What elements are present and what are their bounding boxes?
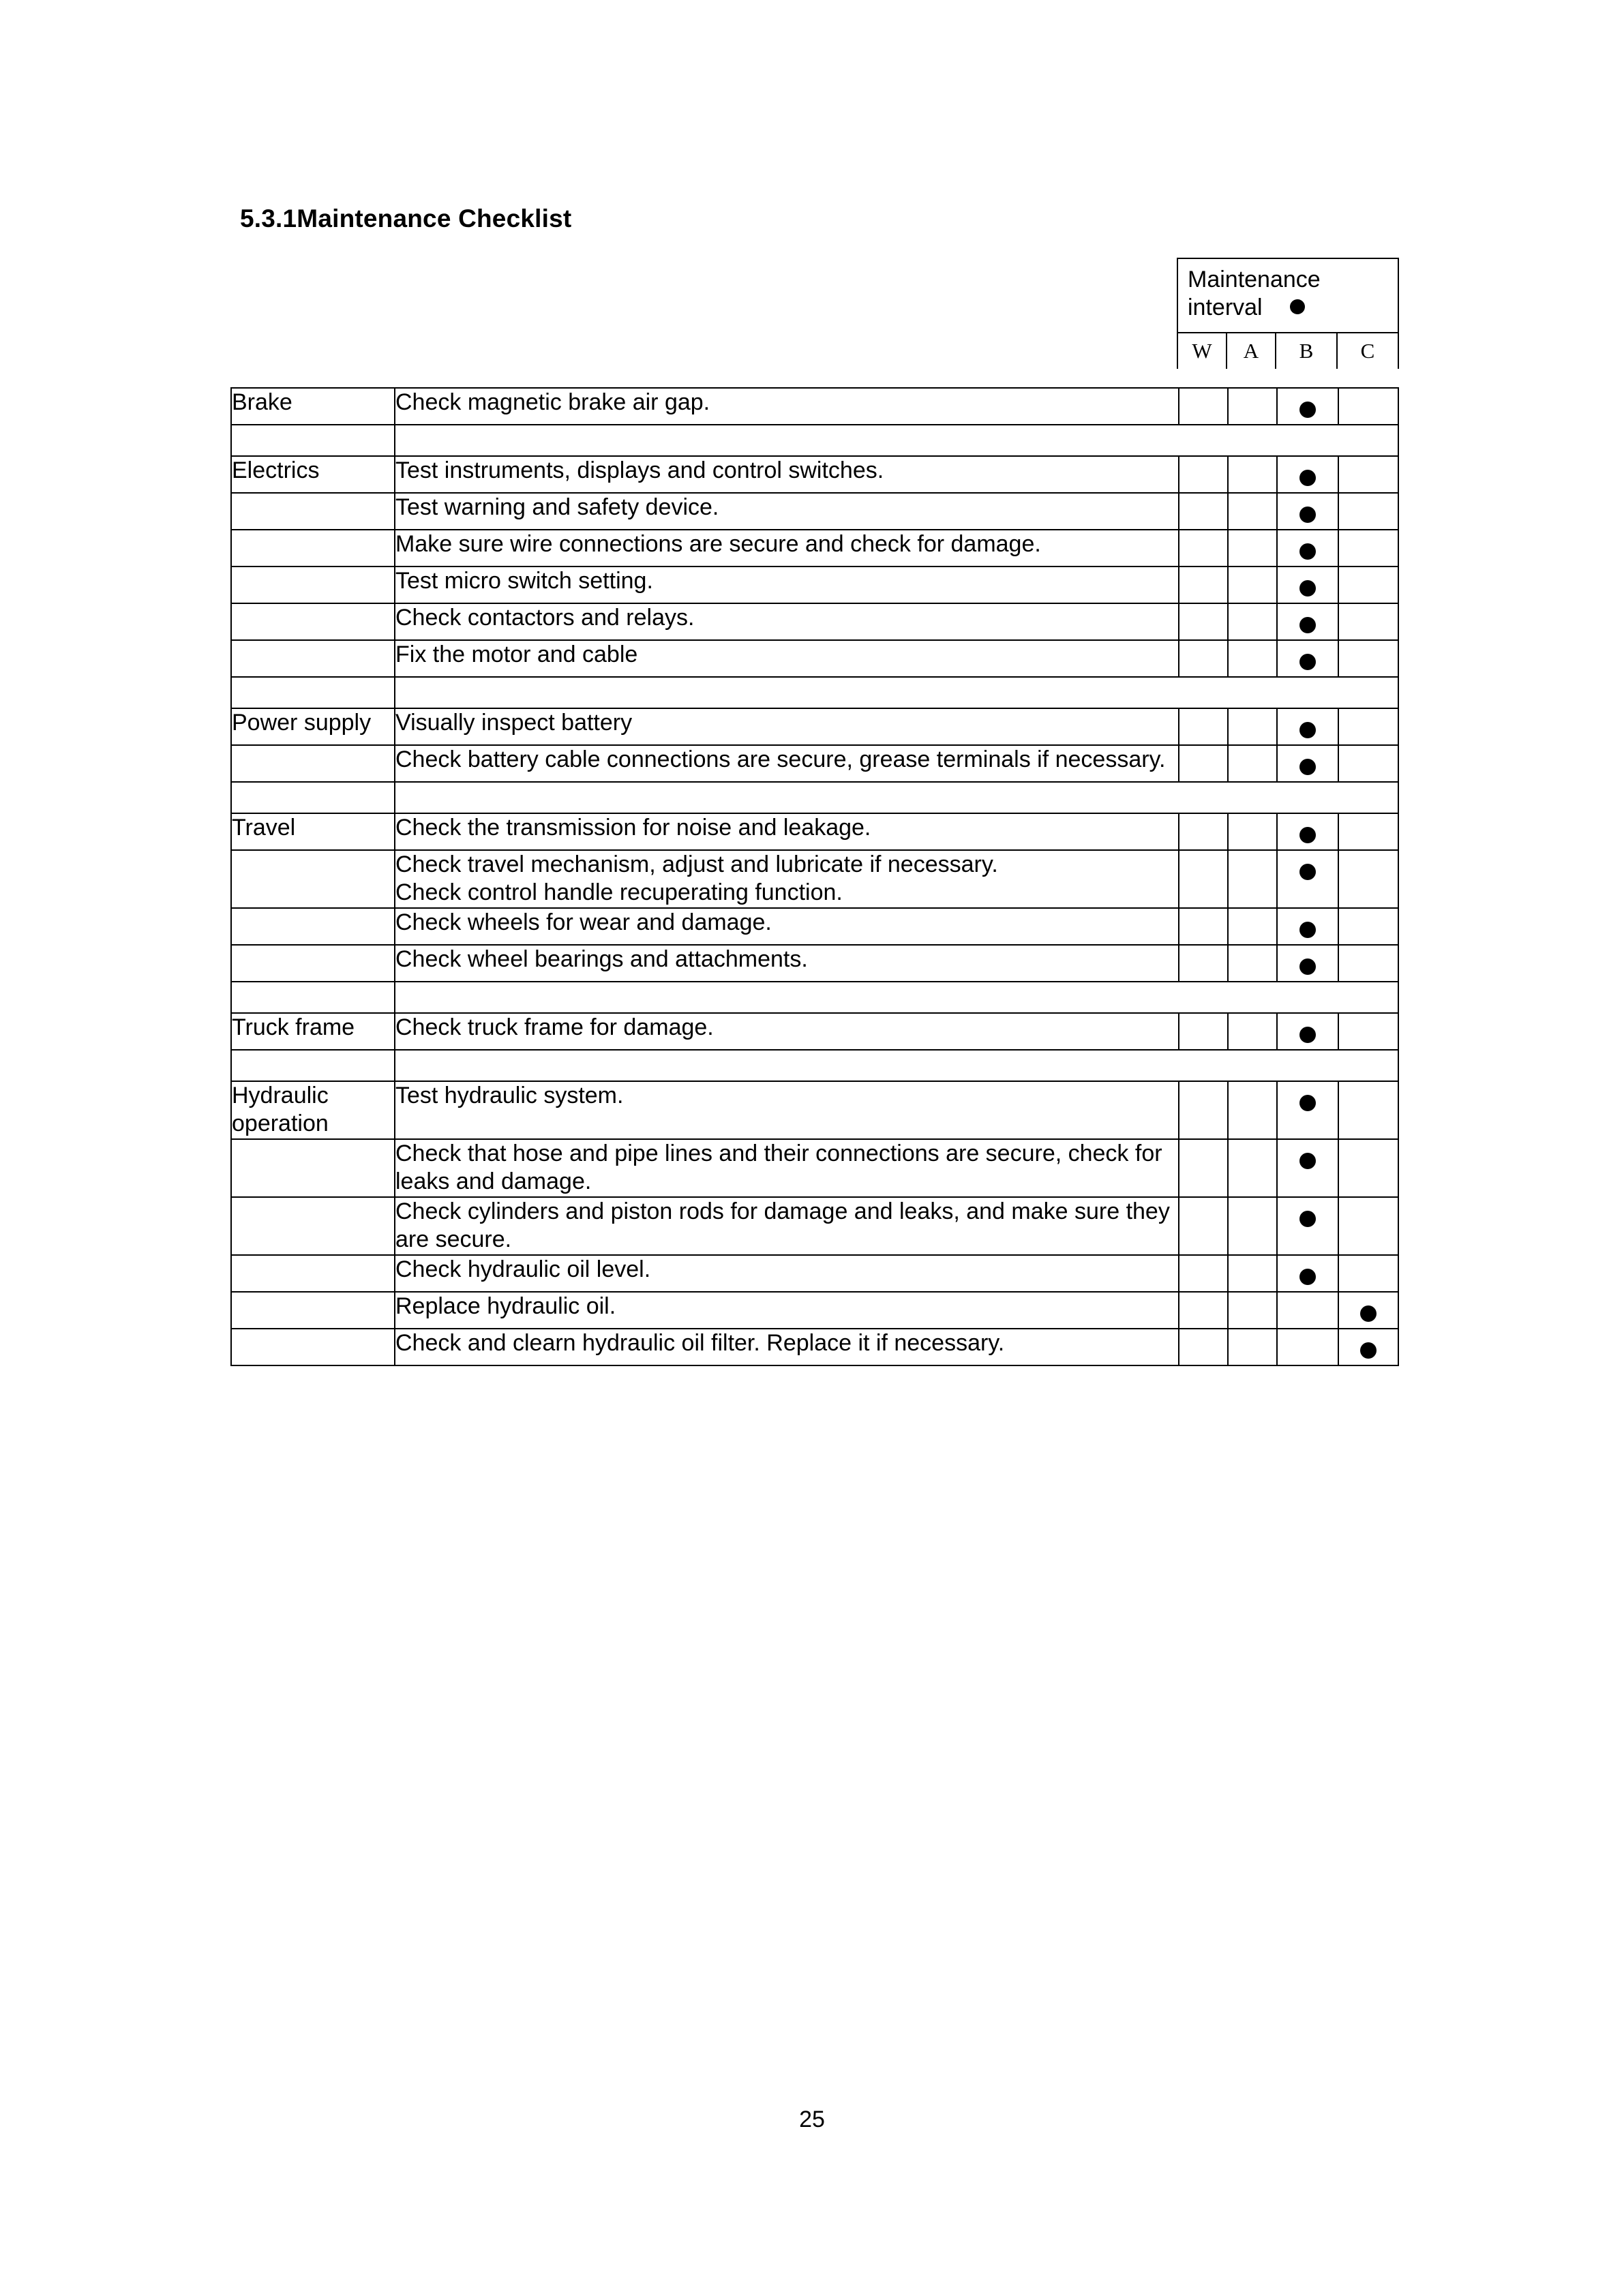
mark-cell-a [1228, 640, 1277, 677]
task-cell: Check and clearn hydraulic oil filter. Replace it if necessary. [395, 1329, 1179, 1365]
task-cell: Test instruments, displays and control switches. [395, 456, 1179, 493]
filled-circle-icon [1299, 580, 1316, 596]
mark-cell-c [1338, 1255, 1398, 1292]
mark-cell-w [1179, 745, 1228, 782]
mark-cell-b [1277, 945, 1338, 982]
filled-circle-icon [1299, 827, 1316, 843]
table-spacer-row [231, 425, 1398, 456]
mark-cell-c [1338, 850, 1398, 908]
spacer-task-cell [395, 425, 1398, 456]
maintenance-checklist-table [230, 387, 1399, 1366]
mark-cell-a [1228, 1197, 1277, 1255]
category-cell: Hydraulic operation [231, 1081, 395, 1139]
mark-cell-a [1228, 456, 1277, 493]
mark-cell-a [1228, 945, 1277, 982]
category-cell: Power supply [231, 708, 395, 745]
category-cell [231, 603, 395, 640]
mark-cell-a [1228, 908, 1277, 945]
table-row [231, 1329, 1398, 1365]
mark-cell-b [1277, 567, 1338, 603]
table-row [231, 388, 1398, 425]
filled-circle-icon [1299, 1153, 1316, 1169]
table-row [231, 1013, 1398, 1050]
mark-cell-a [1228, 530, 1277, 567]
table-row [231, 850, 1398, 908]
category-cell: Truck frame [231, 1013, 395, 1050]
table-row [231, 1197, 1398, 1255]
mark-cell-a [1228, 1329, 1277, 1365]
mark-cell-c [1338, 567, 1398, 603]
mark-cell-c [1338, 745, 1398, 782]
filled-circle-icon [1299, 1095, 1316, 1111]
mark-cell-c [1338, 708, 1398, 745]
mark-cell-a [1228, 850, 1277, 908]
spacer-task-cell [395, 677, 1398, 708]
mark-cell-b [1277, 745, 1338, 782]
mark-cell-b [1277, 908, 1338, 945]
task-cell: Check hydraulic oil level. [395, 1255, 1179, 1292]
filled-circle-icon [1299, 722, 1316, 738]
spacer-task-cell [395, 1050, 1398, 1081]
task-cell: Replace hydraulic oil. [395, 1292, 1179, 1329]
category-cell [231, 1292, 395, 1329]
task-cell: Check wheel bearings and attachments. [395, 945, 1179, 982]
task-cell: Test hydraulic system. [395, 1081, 1179, 1139]
filled-circle-icon [1299, 1027, 1316, 1043]
task-cell: Check magnetic brake air gap. [395, 388, 1179, 425]
mark-cell-b [1277, 1081, 1338, 1139]
mark-cell-w [1179, 493, 1228, 530]
mark-cell-w [1179, 1081, 1228, 1139]
table-row [231, 945, 1398, 982]
mark-cell-a [1228, 1081, 1277, 1139]
table-row [231, 1292, 1398, 1329]
mark-cell-b [1277, 388, 1338, 425]
mark-cell-a [1228, 1292, 1277, 1329]
mark-cell-w [1179, 708, 1228, 745]
filled-circle-icon [1360, 1305, 1377, 1322]
column-header-w: W [1178, 333, 1227, 369]
mark-cell-w [1179, 1255, 1228, 1292]
mark-cell-w [1179, 850, 1228, 908]
column-header-b: B [1276, 333, 1338, 369]
category-cell: Electrics [231, 456, 395, 493]
page-number: 25 [799, 2106, 825, 2132]
filled-circle-icon [1299, 402, 1316, 418]
mark-cell-w [1179, 1013, 1228, 1050]
table-row [231, 813, 1398, 850]
mark-cell-b [1277, 530, 1338, 567]
interval-title-line2: interval [1188, 294, 1263, 321]
interval-subcolumn-headers [1178, 332, 1398, 369]
filled-circle-icon [1299, 543, 1316, 560]
mark-cell-b [1277, 1013, 1338, 1050]
table-row [231, 908, 1398, 945]
filled-circle-icon [1299, 922, 1316, 938]
mark-cell-c [1338, 1292, 1398, 1329]
column-header-a: A [1227, 333, 1276, 369]
mark-cell-c [1338, 388, 1398, 425]
mark-cell-w [1179, 1292, 1228, 1329]
filled-circle-icon [1299, 864, 1316, 880]
mark-cell-w [1179, 603, 1228, 640]
mark-cell-w [1179, 640, 1228, 677]
task-cell: Fix the motor and cable [395, 640, 1179, 677]
mark-cell-b [1277, 1292, 1338, 1329]
mark-cell-b [1277, 813, 1338, 850]
mark-cell-w [1179, 388, 1228, 425]
table-row [231, 493, 1398, 530]
category-cell [231, 1329, 395, 1365]
mark-cell-a [1228, 493, 1277, 530]
task-cell: Visually inspect battery [395, 708, 1179, 745]
spacer-category-cell [231, 982, 395, 1013]
mark-cell-w [1179, 567, 1228, 603]
table-row [231, 567, 1398, 603]
category-cell [231, 850, 395, 908]
filled-circle-icon [1299, 507, 1316, 523]
category-cell [231, 1139, 395, 1197]
filled-circle-icon [1360, 1342, 1377, 1359]
mark-cell-c [1338, 813, 1398, 850]
spacer-category-cell [231, 677, 395, 708]
filled-circle-icon [1299, 470, 1316, 486]
table-row [231, 456, 1398, 493]
spacer-task-cell [395, 982, 1398, 1013]
mark-cell-a [1228, 1139, 1277, 1197]
mark-cell-b [1277, 850, 1338, 908]
task-cell: Check that hose and pipe lines and their connections are secure, check for leaks and damage. [395, 1139, 1179, 1197]
task-cell: Check truck frame for damage. [395, 1013, 1179, 1050]
mark-cell-b [1277, 1255, 1338, 1292]
mark-cell-a [1228, 567, 1277, 603]
filled-circle-icon [1299, 958, 1316, 975]
mark-cell-b [1277, 1197, 1338, 1255]
spacer-task-cell [395, 782, 1398, 813]
column-header-c: C [1360, 339, 1375, 363]
mark-cell-c [1338, 1197, 1398, 1255]
filled-circle-icon [1299, 617, 1316, 633]
table-row [231, 1081, 1398, 1139]
maintenance-interval-title [1178, 259, 1398, 332]
category-cell [231, 1197, 395, 1255]
table-row [231, 745, 1398, 782]
category-cell: Brake [231, 388, 395, 425]
mark-cell-w [1179, 813, 1228, 850]
mark-cell-c [1338, 1139, 1398, 1197]
mark-cell-a [1228, 813, 1277, 850]
mark-cell-c [1338, 1013, 1398, 1050]
table-row [231, 640, 1398, 677]
filled-circle-icon [1290, 299, 1305, 314]
mark-cell-c [1338, 493, 1398, 530]
task-cell: Make sure wire connections are secure and check for damage. [395, 530, 1179, 567]
mark-cell-b [1277, 708, 1338, 745]
task-cell: Check wheels for wear and damage. [395, 908, 1179, 945]
table-spacer-row [231, 1050, 1398, 1081]
mark-cell-w [1179, 1139, 1228, 1197]
mark-cell-c [1338, 1329, 1398, 1365]
mark-cell-c [1338, 640, 1398, 677]
filled-circle-icon [1299, 1269, 1316, 1285]
category-cell [231, 493, 395, 530]
mark-cell-b [1277, 603, 1338, 640]
category-cell [231, 745, 395, 782]
task-cell: Check battery cable connections are secure, grease terminals if necessary. [395, 745, 1179, 782]
table-row [231, 1139, 1398, 1197]
task-cell: Check contactors and relays. [395, 603, 1179, 640]
mark-cell-w [1179, 945, 1228, 982]
mark-cell-a [1228, 388, 1277, 425]
mark-cell-c [1338, 456, 1398, 493]
page-title: 5.3.1Maintenance Checklist [240, 205, 572, 232]
filled-circle-icon [1299, 654, 1316, 670]
task-cell: Check cylinders and piston rods for damage and leaks, and make sure they are secure. [395, 1197, 1179, 1255]
table-row [231, 1255, 1398, 1292]
task-cell: Test micro switch setting. [395, 567, 1179, 603]
mark-cell-a [1228, 745, 1277, 782]
mark-cell-b [1277, 1329, 1338, 1365]
table-row [231, 708, 1398, 745]
task-cell: Check the transmission for noise and leakage. [395, 813, 1179, 850]
table-spacer-row [231, 677, 1398, 708]
mark-cell-a [1228, 1013, 1277, 1050]
category-cell [231, 640, 395, 677]
task-cell: Test warning and safety device. [395, 493, 1179, 530]
mark-cell-b [1277, 1139, 1338, 1197]
category-cell: Travel [231, 813, 395, 850]
maintenance-interval-header [1177, 258, 1399, 369]
category-cell [231, 567, 395, 603]
mark-cell-c [1338, 1081, 1398, 1139]
mark-cell-a [1228, 603, 1277, 640]
table-row [231, 530, 1398, 567]
category-cell [231, 1255, 395, 1292]
spacer-category-cell [231, 1050, 395, 1081]
category-cell [231, 945, 395, 982]
mark-cell-b [1277, 456, 1338, 493]
category-cell [231, 530, 395, 567]
mark-cell-a [1228, 708, 1277, 745]
mark-cell-c [1338, 945, 1398, 982]
table-spacer-row [231, 982, 1398, 1013]
table-spacer-row [231, 782, 1398, 813]
mark-cell-a [1228, 1255, 1277, 1292]
spacer-category-cell [231, 425, 395, 456]
category-cell [231, 908, 395, 945]
mark-cell-c [1338, 530, 1398, 567]
mark-cell-c [1338, 603, 1398, 640]
mark-cell-c [1338, 908, 1398, 945]
mark-cell-w [1179, 456, 1228, 493]
mark-cell-b [1277, 493, 1338, 530]
mark-cell-w [1179, 1329, 1228, 1365]
spacer-category-cell [231, 782, 395, 813]
table-row [231, 603, 1398, 640]
filled-circle-icon [1299, 1211, 1316, 1227]
mark-cell-w [1179, 908, 1228, 945]
mark-cell-w [1179, 1197, 1228, 1255]
mark-cell-w [1179, 530, 1228, 567]
interval-title-line1: Maintenance [1188, 267, 1321, 292]
filled-circle-icon [1299, 759, 1316, 775]
task-cell: Check travel mechanism, adjust and lubricate if necessary. Check control handle recuperating function. [395, 850, 1179, 908]
mark-cell-b [1277, 640, 1338, 677]
